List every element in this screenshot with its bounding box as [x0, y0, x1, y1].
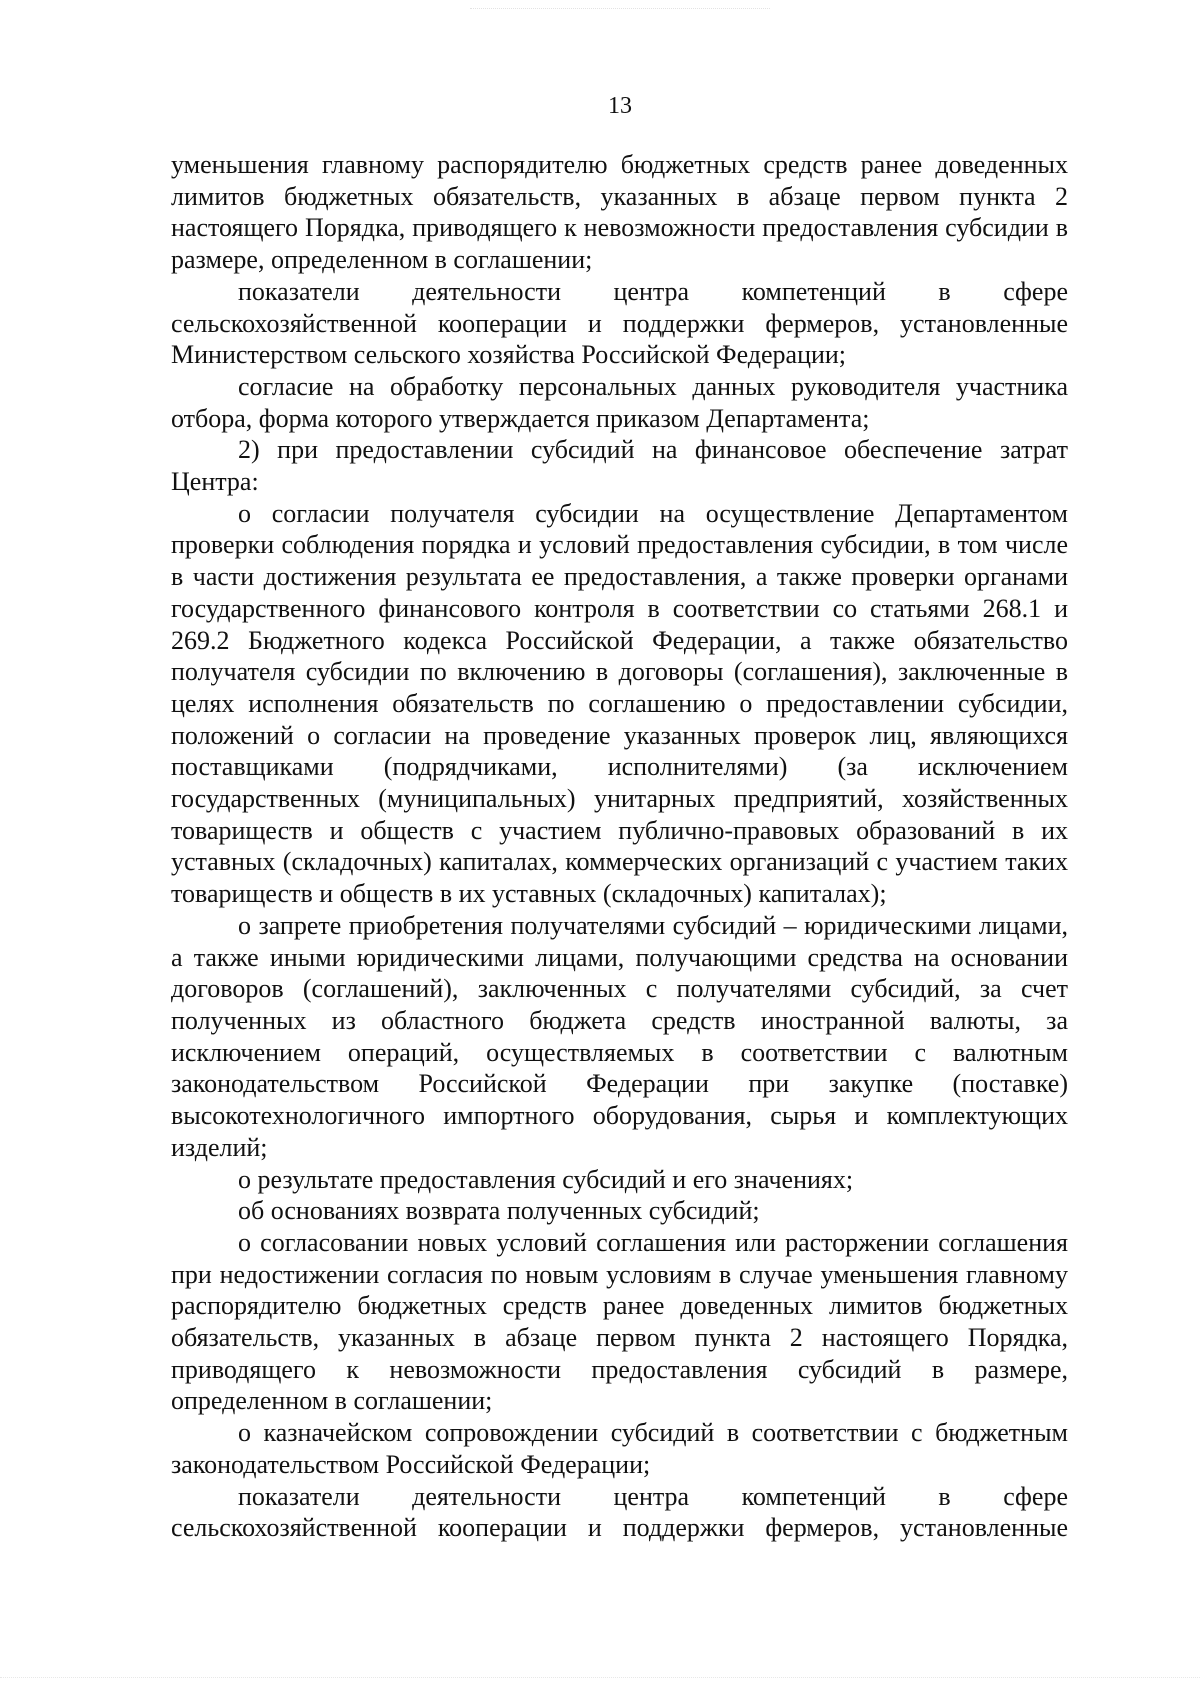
page-number: 13 [608, 93, 632, 119]
scan-artifact-bottom [0, 1677, 1200, 1686]
paragraph: показатели деятельности центра компетенций в сфере сельскохозяйственной кооперации и поддержки фермеров, установленные Министерством сельского хозяйства Российской Федерации; [171, 276, 1068, 370]
paragraph: 2) при предоставлении субсидий на финансовое обеспечение затрат Центра: [171, 435, 1068, 497]
paragraph: о согласовании новых условий соглашения или расторжении соглашения при недостижении согласия по новым условиям в случае уменьшения главному распорядителю бюджетных средств ранее доведенных лимитов бюджетных обязательств, указанных в абзаце первом пункта 2 настоящего Порядка, приводящего к невозможности предоставления субсидий в размере, определенном в соглашении; [171, 1227, 1068, 1416]
paragraph: о согласии получателя субсидии на осуществление Департаментом проверки соблюдения порядка и условий предоставления субсидии, в том числе в части достижения результата ее предоставления, а также проверки органами государственного финансового контроля в соответствии со статьями 268.1 и 269.2 Бюджетного кодекса Российской Федерации, а также обязательство получателя субсидии по включению в договоры (соглашения), заключенные в целях исполнения обязательств по соглашению о предоставлении субсидии, положений о согласии на проведение указанных проверок лиц, являющихся поставщиками (подрядчиками, исполнителями) (за исключением государственных (муниципальных) унитарных предприятий, хозяйственных товариществ и обществ с участием публично-правовых образований в их уставных (складочных) капиталах, коммерческих организаций с участием таких товариществ и обществ в их уставных (складочных) капиталах); [171, 498, 1068, 909]
paragraph: о результате предоставления субсидий и его значениях; [238, 1164, 854, 1194]
paragraph: о казначейском сопровождении субсидий в соответствии с бюджетным законодательством Российской Федерации; [171, 1418, 1068, 1479]
paragraph: согласие на обработку персональных данных руководителя участника отбора, форма которого утверждается приказом Департамента; [171, 371, 1068, 433]
document-body [171, 149, 1068, 1544]
paragraph: об основаниях возврата полученных субсидий; [238, 1196, 760, 1226]
paragraph-continuation: уменьшения главному распорядителю бюджетных средств ранее доведенных лимитов бюджетных обязательств, указанных в абзаце первом пункта 2 настоящего Порядка, приводящего к невозможности предоставления субсидии в размере, определенном в соглашении; [171, 150, 1068, 275]
paragraph-truncated: показатели деятельности центра компетенций в сфере сельскохозяйственной кооперации и поддержки фермеров, установленные [171, 1481, 1068, 1543]
scan-artifact-top [470, 0, 770, 9]
paragraph: о запрете приобретения получателями субсидий – юридическими лицами, а также иными юридическими лицами, получающими средства на основании договоров (соглашений), заключенных с получателями субсидий, за счет полученных из областного бюджета средств иностранной валюты, за исключением операций, осуществляемых в соответствии с валютным законодательством Российской Федерации при закупке (поставке) высокотехнологичного импортного оборудования, сырья и комплектующих изделий; [171, 910, 1068, 1162]
